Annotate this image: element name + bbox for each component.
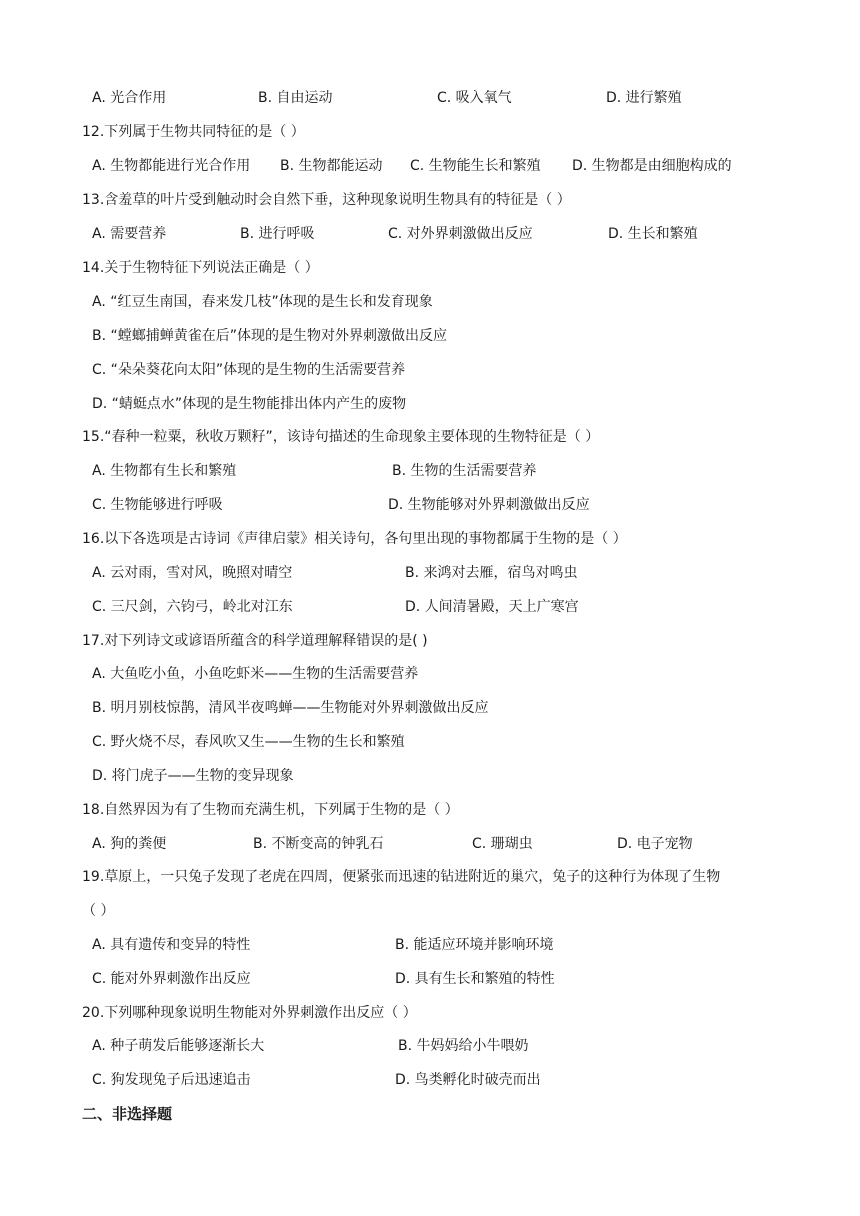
q20-option-b: B. 牛妈妈给小牛喂奶	[398, 1038, 529, 1054]
q17-option-b: B. 明月别枝惊鹊，清风半夜鸣蝉——生物能对外界刺激做出反应	[92, 700, 489, 716]
q11-option-a: A. 光合作用	[92, 90, 167, 106]
section-heading: 二、非选择题	[82, 1105, 173, 1123]
q15-option-c: C. 生物能够进行呼吸	[92, 497, 223, 513]
q18-option-a: A. 狗的粪便	[92, 836, 167, 852]
q18-option-d: D. 电子宠物	[617, 836, 693, 852]
q17-option-a: A. 大鱼吃小鱼，小鱼吃虾米——生物的生活需要营养	[92, 666, 419, 682]
q19-option-c: C. 能对外界刺激作出反应	[92, 971, 251, 987]
q18-option-b: B. 不断变高的钟乳石	[253, 836, 384, 852]
q20-option-c: C. 狗发现兔子后迅速追击	[92, 1072, 251, 1088]
q19-option-b: B. 能适应环境并影响环境	[395, 937, 554, 953]
q16-stem: 16.以下各选项是古诗词《声律启蒙》相关诗句，各句里出现的事物都属于生物的是（ ）	[82, 531, 627, 547]
q16-option-c: C. 三尺剑，六钧弓，岭北对江东	[92, 599, 293, 615]
q12-option-d: D. 生物都是由细胞构成的	[572, 158, 732, 174]
q19-option-d: D. 具有生长和繁殖的特性	[395, 971, 555, 987]
q11-option-d: D. 进行繁殖	[606, 90, 682, 106]
q11-option-c: C. 吸入氧气	[437, 90, 512, 106]
q20-stem: 20.下列哪种现象说明生物能对外界刺激作出反应（ ）	[82, 1005, 417, 1021]
q16-option-d: D. 人间清暑殿，天上广寒宫	[405, 599, 579, 615]
q16-option-a: A. 云对雨，雪对风，晚照对晴空	[92, 565, 293, 581]
q19-stem-continued: （ ）	[82, 903, 115, 919]
q17-stem: 17.对下列诗文或谚语所蕴含的科学道理解释错误的是( )	[82, 633, 428, 649]
q20-option-a: A. 种子萌发后能够逐渐长大	[92, 1038, 265, 1054]
q19-option-a: A. 具有遗传和变异的特性	[92, 937, 251, 953]
q15-option-a: A. 生物都有生长和繁殖	[92, 463, 237, 479]
q20-option-d: D. 鸟类孵化时破壳而出	[395, 1072, 541, 1088]
q15-stem: 15.“春种一粒粟，秋收万颗籽”，该诗句描述的生命现象主要体现的生物特征是（ ）	[82, 429, 600, 445]
q14-option-d: D. “蜻蜓点水”体现的是生物能排出体内产生的废物	[92, 396, 407, 412]
q12-stem: 12.下列属于生物共同特征的是（ ）	[82, 124, 305, 140]
q14-option-c: C. “朵朵葵花向太阳”体现的是生物的生活需要营养	[92, 362, 406, 378]
q13-option-a: A. 需要营养	[92, 226, 167, 242]
q13-option-b: B. 进行呼吸	[240, 226, 315, 242]
q12-option-c: C. 生物能生长和繁殖	[410, 158, 541, 174]
q12-option-b: B. 生物都能运动	[280, 158, 383, 174]
q19-stem: 19.草原上，一只兔子发现了老虎在四周，便紧张而迅速的钻进附近的巢穴，兔子的这种行为体现了生物	[82, 869, 721, 885]
q14-option-b: B. “螳螂捕蝉黄雀在后”体现的是生物对外界刺激做出反应	[92, 328, 448, 344]
q13-option-d: D. 生长和繁殖	[608, 226, 698, 242]
q13-stem: 13.含羞草的叶片受到触动时会自然下垂，这种现象说明生物具有的特征是（ ）	[82, 192, 571, 208]
q17-option-c: C. 野火烧不尽，春风吹又生——生物的生长和繁殖	[92, 734, 405, 750]
q13-option-c: C. 对外界刺激做出反应	[388, 226, 533, 242]
q14-stem: 14.关于生物特征下列说法正确是（ ）	[82, 260, 319, 276]
q17-option-d: D. 将门虎子——生物的变异现象	[92, 768, 294, 784]
q18-option-c: C. 珊瑚虫	[472, 836, 533, 852]
q14-option-a: A. “红豆生南国，春来发几枝”体现的是生长和发育现象	[92, 294, 433, 310]
q12-option-a: A. 生物都能进行光合作用	[92, 158, 251, 174]
q15-option-d: D. 生物能够对外界刺激做出反应	[388, 497, 590, 513]
q11-option-b: B. 自由运动	[258, 90, 333, 106]
q16-option-b: B. 来鸿对去雁，宿鸟对鸣虫	[405, 565, 578, 581]
q18-stem: 18.自然界因为有了生物而充满生机，下列属于生物的是（ ）	[82, 802, 459, 818]
q15-option-b: B. 生物的生活需要营养	[392, 463, 537, 479]
